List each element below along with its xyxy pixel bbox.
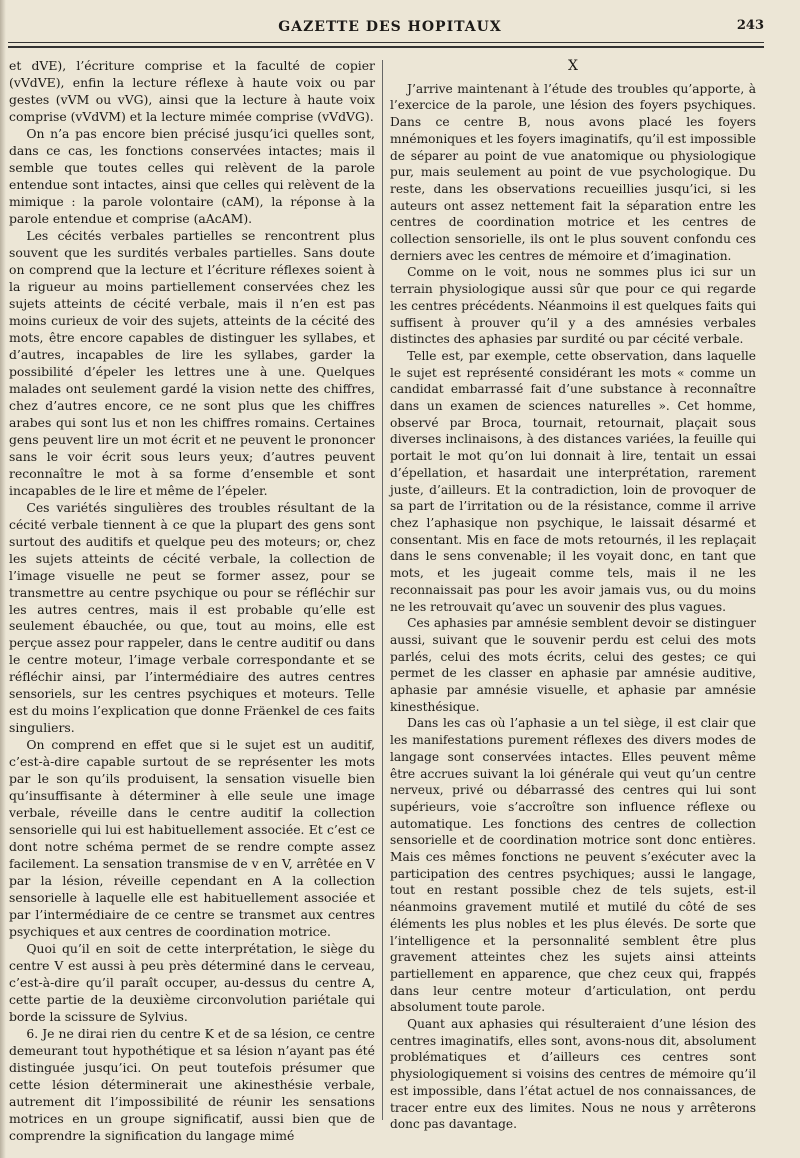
paragraph: Comme on le voit, nous ne sommes plus ici sur un terrain physiologique aussi sûr que pour ce qui regarde les centres précédents. Néanmoins il est quelques faits qui suffisent à prouver qu’il y a des amnésies verbales distinctes des aphasies par surdité ou par cécité verbale. xyxy=(390,265,756,347)
left-column xyxy=(9,58,375,1145)
header-rule-thick xyxy=(8,46,764,48)
paragraph: 6. Je ne dirai rien du centre K et de sa lésion, ce centre demeurant tout hypothétique et sa lésion n’ayant pas été distinguée jusqu’ici. On peut toutefois présumer que cette lésion déterminerait une akinesthésie verbale, autrement dit l’impossibilité de réunir les sensations motrices en un groupe significatif, aussi bien que de comprendre la signification du langage mimé xyxy=(9,1026,375,1144)
paragraph: Les cécités verbales partielles se rencontrent plus souvent que les surdités verbales partielles. Sans doute on comprend que la lecture et l’écriture réflexes soient à la rigueur au moins partiellement conservées chez les sujets atteints de cécité verbale, mais il n’en est pas moins curieux de voir des sujets, atteints de la cécité des mots, être encore capables de distinguer les syllabes, et d’autres, incapables de lire les syllabes, garder la possibilité d’épeler les lettres une à une. Quelques malades ont seulement gardé la vision nette des chiffres, chez d’autres encore, ce ne sont plus que les chiffres arabes qui sont lus et non les chiffres romains. Certaines gens peuvent lire un mot écrit et ne peuvent le prononcer sans le voir écrit sous leurs yeux; d’autres peuvent reconnaître le mot à sa forme d’ensemble et sont incapables de le lire et même de l’épeler. xyxy=(9,227,375,498)
column-divider xyxy=(382,60,383,1120)
paragraph: On comprend en effet que si le sujet est un auditif, c’est-à-dire capable surtout de se représenter les mots par le son qu’ils produisent, la sensation visuelle bien qu’insuffisante à déterminer à elle seule une image verbale, réveille dans le centre auditif la collection sensorielle qui lui est habituellement associée. Et c’est ce dont notre schéma permet de se rendre compte assez facilement. La sensation transmise de v en V, arrêtée en V par la lésion, réveille cependant en A la collection sensorielle à laquelle elle est habituellement associée et par l’intermédiaire de ce centre se transmet aux centres psychiques et aux centres de coordination motrice. xyxy=(9,737,375,940)
paragraph: Ces aphasies par amnésie semblent devoir se distinguer aussi, suivant que le souvenir perdu est celui des mots parlés, celui des mots écrits, celui des gestes; ce qui permet de les classer en aphasie par amnésie auditive, aphasie par amnésie visuelle, et aphasie par amnésie kinesthésique. xyxy=(390,616,756,714)
paragraph: Quoi qu’il en soit de cette interprétation, le siège du centre V est aussi à peu près déterminé dans le cerveau, c’est-à-dire qu’il paraît occuper, au-dessus du centre A, cette partie de la deuxième circonvolution pariétale qui borde la scissure de Sylvius. xyxy=(9,941,375,1025)
right-column xyxy=(390,58,756,1133)
page-number: 243 xyxy=(736,18,764,33)
paragraph: Telle est, par exemple, cette observation, dans laquelle le sujet est représenté considérant les mots « comme un candidat embarrassé fait d’une substance à reconnaître dans un examen de sciences naturelles ». Cet homme, observé par Broca, tournait, retournait, plaçait sous diverses inclinaisons, à des distances variées, la feuille qui portait le mot qu’on lui donnait à lire, tentait un essai d’épellation, et hasardait une interprétation, rarement juste, d’ailleurs. Et la contradiction, loin de provoquer de sa part de l’irritation ou de la résistance, comme il arrive chez l’aphasique non psychique, le laissait désarmé et consentant. Mis en face de mots retournés, il les replaçait dans le sens convenable; il les voyait donc, en tant que mots, et les jugeait comme tels, mais il ne les reconnaissait pas pour les avoir jamais vus, ou du moins ne les retrouvait qu’avec un souvenir des plus vagues. xyxy=(390,348,756,614)
section-heading: X xyxy=(568,58,578,74)
page-header-title: GAZETTE DES HOPITAUX xyxy=(278,19,502,35)
page-binding-shadow xyxy=(0,0,6,1158)
header-rule xyxy=(8,42,764,43)
paragraph: On n’a pas encore bien précisé jusqu’ici quelles sont, dans ce cas, les fonctions conservées intactes; mais il semble que toutes celles qui relèvent de la parole entendue sont intactes, ainsi que celles qui relèvent de la mimique : la parole volontaire (cAM), la réponse à la parole entendue et comprise (aAcAM). xyxy=(9,125,375,226)
paragraph: Ces variétés singulières des troubles résultant de la cécité verbale tiennent à ce que la plupart des gens sont surtout des auditifs et quelque peu des moteurs; or, chez les sujets atteints de cécité verbale, la collection de l’image visuelle ne peut se former assez, pour se transmettre au centre psychique ou pour se réfléchir sur les autres centres, mais il est probable qu’elle est seulement ébauchée, ou que, tout au moins, elle est perçue assez pour rappeler, dans le centre auditif ou dans le centre moteur, l’image verbale correspondante et se réfléchir ainsi, par l’intermédiaire des autres centres sensoriels, sur les centres psychiques et moteurs. Telle est du moins l’explication que donne Fräenkel de ces faits singuliers. xyxy=(9,499,375,736)
paragraph: et dVE), l’écriture comprise et la faculté de copier (vVdVE), enfin la lecture réflexe à haute voix ou par gestes (vVM ou vVG), ainsi que la lecture à haute voix comprise (vVdVM) et la lecture mimée comprise (vVdVG). xyxy=(9,58,375,124)
paragraph: Dans les cas où l’aphasie a un tel siège, il est clair que les manifestations purement réflexes des divers modes de langage sont conservées intactes. Elles peuvent même être accrues suivant la loi générale qui veut qu’un centre nerveux, privé ou débarrassé des centres qui lui sont supérieurs, voie s’accroître son influence réflexe ou automatique. Les fonctions des centres de collection sensorielle et de coordination motrice sont donc entières. Mais ces mêmes fonctions ne peuvent s’exécuter avec la participation des centres psychiques; aussi le langage, tout en restant possible chez de tels sujets, est-il néanmoins gravement mutilé et mutilé du côté de ses éléments les plus nobles et les plus élevés. De sorte que l’intelligence et la personnalité semblent être plus gravement atteintes chez les sujets ainsi atteints partiellement en apparence, que chez ceux qui, frappés dans leur centre moteur d’articulation, ont perdu absolument toute parole. xyxy=(390,716,756,1015)
paragraph: Quant aux aphasies qui résulteraient d’une lésion des centres imaginatifs, elles sont, avons-nous dit, absolument problématiques et d’ailleurs ces centres sont physiologiquement si voisins des centres de mémoire qu’il est impossible, dans l’état actuel de nos connaissances, de tracer entre eux des limites. Nous ne nous y arrêterons donc pas davantage. xyxy=(390,1017,756,1132)
paragraph: J’arrive maintenant à l’étude des troubles qu’apporte, à l’exercice de la parole, une lésion des foyers psychiques. Dans ce centre B, nous avons placé les foyers mnémoniques et les foyers imaginatifs, qu’il est impossible de séparer au point de vue anatomique ou physiologique pur, mais seulement au point de vue psychologique. Du reste, dans les observations recueillies jusqu’ici, si les auteurs ont assez nettement fait la séparation entre les centres de coordination motrice et les centres de collection sensorielle, ils ont le plus souvent confondu ces derniers avec les centres de mémoire et d’imagination. xyxy=(390,81,756,263)
